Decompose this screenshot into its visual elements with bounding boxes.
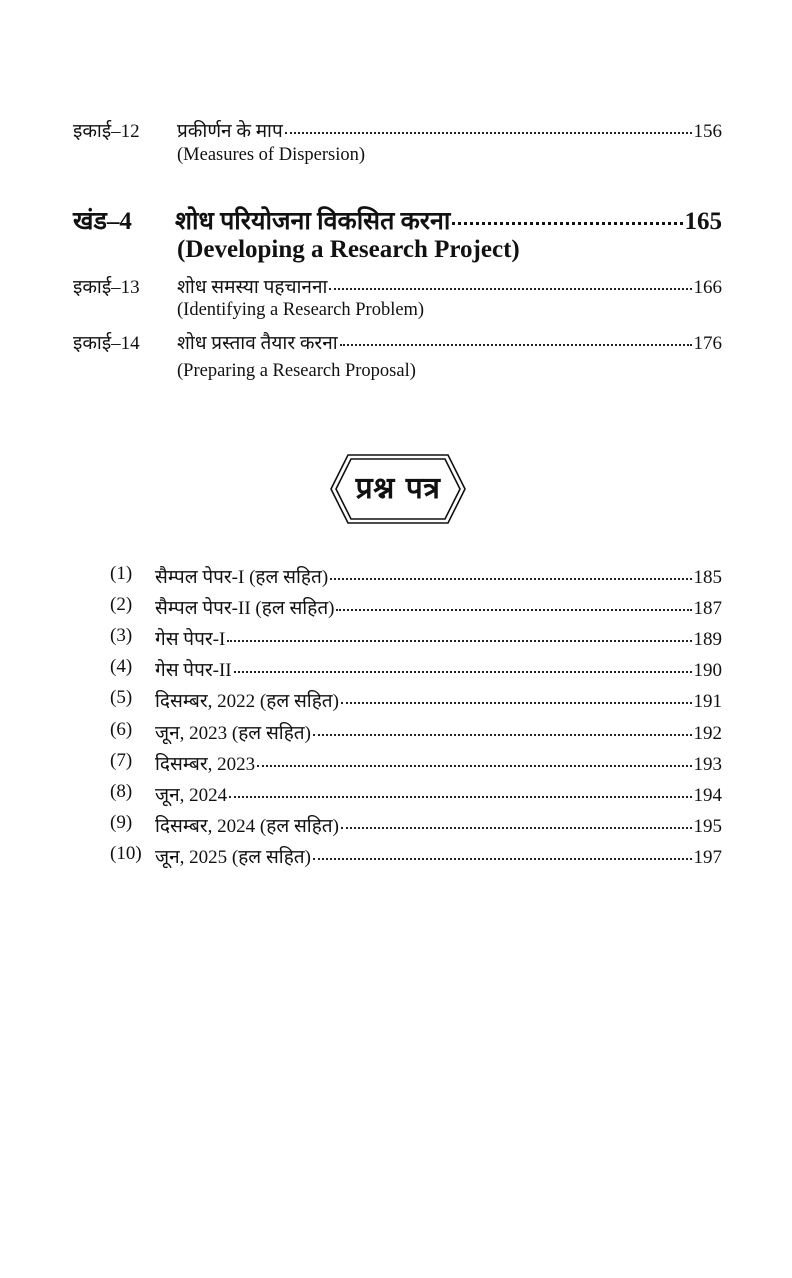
question-paper-entry[interactable] (155, 625, 722, 651)
dot-leader (341, 701, 692, 704)
dot-leader (452, 221, 682, 225)
dot-leader (257, 764, 691, 767)
dot-leader (341, 826, 692, 829)
question-paper-title: दिसम्बर, 2023 (155, 753, 256, 775)
question-paper-number: (8) (110, 780, 133, 802)
toc-entry-title: शोध समस्या पहचानना (177, 277, 328, 298)
dot-leader (330, 577, 691, 580)
question-paper-title: गेस पेपर-II (155, 660, 232, 682)
question-paper-entry[interactable] (155, 781, 722, 807)
question-paper-title: दिसम्बर, 2022 (हल सहित) (155, 691, 339, 713)
question-paper-page: 191 (693, 691, 722, 713)
question-paper-number: (3) (110, 625, 133, 647)
toc-entry-page: 166 (693, 277, 722, 298)
question-paper-page: 192 (693, 722, 722, 744)
question-paper-entry[interactable] (155, 594, 722, 620)
question-paper-number: (7) (110, 749, 133, 771)
question-paper-page: 189 (693, 629, 722, 651)
question-paper-number: (2) (110, 594, 133, 616)
dot-leader (285, 131, 692, 134)
toc-entry-unit-12[interactable] (177, 117, 722, 143)
question-paper-title: जून, 2025 (हल सहित) (155, 846, 311, 868)
question-paper-number: (10) (110, 842, 142, 864)
question-paper-entry[interactable] (155, 687, 722, 713)
question-paper-entry[interactable] (155, 656, 722, 682)
dot-leader (336, 608, 691, 611)
question-paper-title: दिसम्बर, 2024 (हल सहित) (155, 815, 339, 837)
question-paper-page: 195 (693, 815, 722, 837)
question-paper-entry[interactable] (155, 750, 722, 776)
toc-entry-page: 176 (693, 333, 722, 354)
block-4-subtitle: (Developing a Research Project) (177, 236, 520, 263)
unit-13-subtitle: (Identifying a Research Problem) (177, 300, 425, 320)
question-papers-heading: प्रश्न पत्र (355, 471, 441, 506)
unit-12-subtitle: (Measures of Dispersion) (177, 145, 366, 165)
block-4-label: खंड–4 (73, 208, 132, 235)
question-paper-page: 197 (693, 846, 722, 868)
toc-entry-title: शोध प्रस्ताव तैयार करना (177, 333, 338, 354)
question-paper-number: (6) (110, 718, 133, 740)
question-paper-page: 187 (693, 598, 722, 620)
question-paper-number: (4) (110, 656, 133, 678)
dot-leader (340, 343, 692, 346)
dot-leader (234, 670, 692, 673)
dot-leader (313, 733, 692, 736)
question-paper-page: 185 (693, 567, 722, 588)
question-paper-title: सैम्पल पेपर-II (हल सहित) (155, 598, 335, 620)
toc-entry-title: प्रकीर्णन के माप (177, 121, 283, 142)
unit-14-label: इकाई–14 (73, 333, 140, 354)
question-paper-title: गेस पेपर-I (155, 629, 226, 651)
dot-leader (229, 795, 691, 798)
toc-entry-page: 165 (684, 208, 722, 235)
question-paper-entry[interactable] (155, 719, 722, 745)
toc-entry-block-4[interactable] (175, 203, 722, 237)
unit-13-label: इकाई–13 (73, 277, 140, 298)
question-paper-title: जून, 2024 (155, 784, 228, 806)
question-paper-number: (5) (110, 687, 133, 709)
dot-leader (313, 857, 692, 860)
unit-12-label: इकाई–12 (73, 121, 140, 142)
question-paper-entry[interactable] (155, 843, 722, 869)
question-paper-title: सैम्पल पेपर-I (हल सहित) (155, 567, 329, 588)
question-paper-page: 193 (693, 753, 722, 775)
question-paper-number: (1) (110, 563, 133, 584)
toc-entry-title: शोध परियोजना विकसित करना (175, 208, 451, 235)
question-paper-entry[interactable] (155, 563, 722, 589)
toc-entry-unit-14[interactable] (177, 329, 722, 355)
unit-14-subtitle: (Preparing a Research Proposal) (177, 361, 416, 381)
dot-leader (227, 639, 691, 642)
question-paper-page: 190 (693, 660, 722, 682)
toc-entry-unit-13[interactable] (177, 273, 722, 299)
dot-leader (329, 287, 691, 290)
question-paper-page: 194 (693, 784, 722, 806)
question-paper-title: जून, 2023 (हल सहित) (155, 722, 311, 744)
question-paper-entry[interactable] (155, 812, 722, 838)
question-paper-number: (9) (110, 811, 133, 833)
toc-entry-page: 156 (693, 121, 722, 142)
